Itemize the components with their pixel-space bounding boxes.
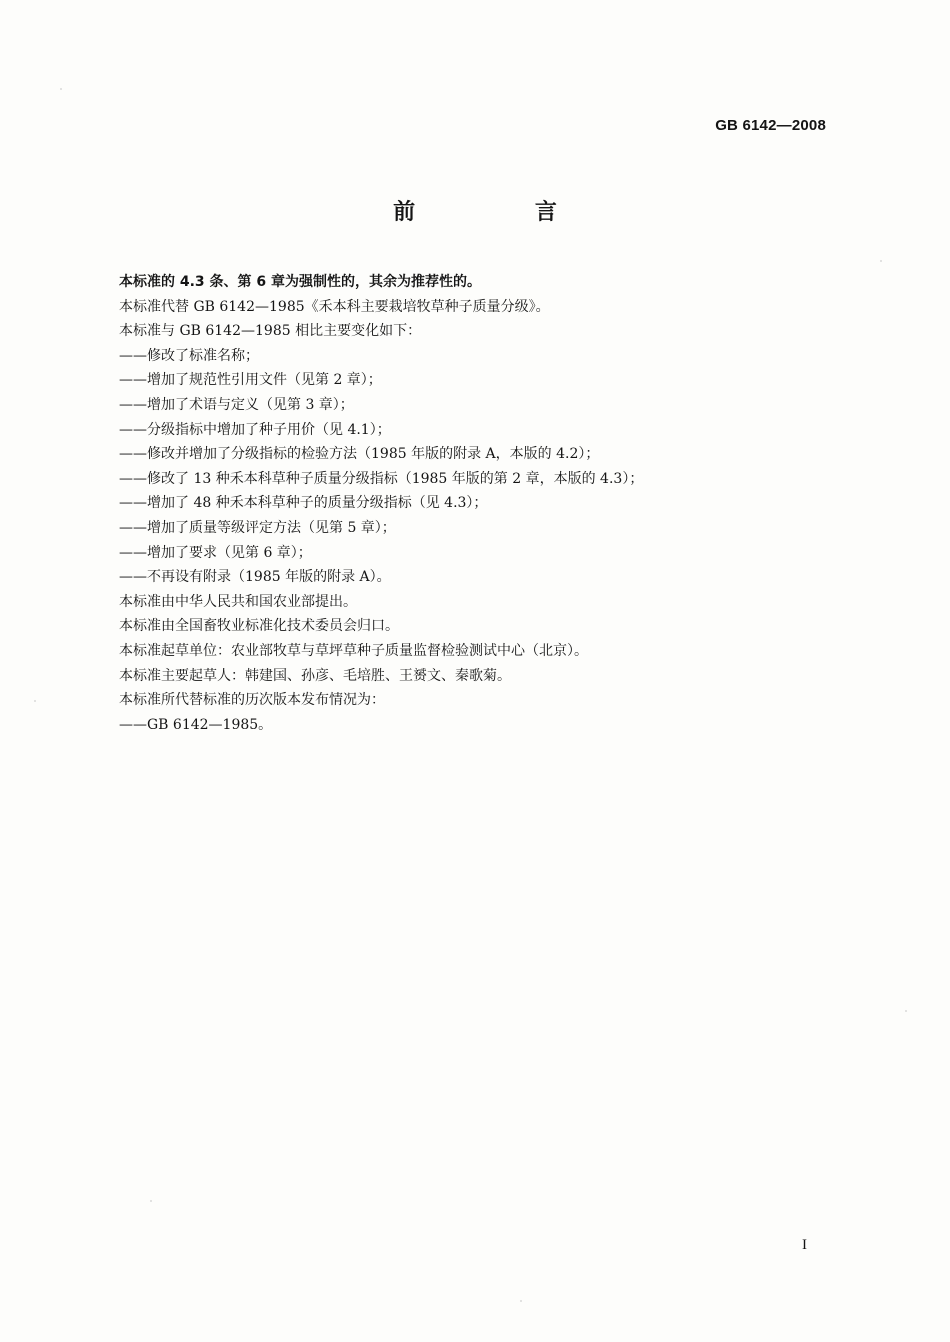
list-item: ——修改了标准名称； — [119, 347, 259, 364]
paragraph-committee: 本标准由全国畜牧业标准化技术委员会归口。 — [119, 618, 399, 635]
list-item: ——分级指标中增加了种子用价（见 4.1）； — [119, 421, 391, 438]
list-item: ——增加了 48 种禾本科草种子的质量分级指标（见 4.3）； — [119, 495, 488, 512]
list-item: ——增加了规范性引用文件（见第 2 章）； — [119, 372, 382, 389]
list-item: ——不再设有附录（1985 年版的附录 A）。 — [119, 569, 391, 586]
paragraph-drafters: 本标准主要起草人：韩建国、孙彦、毛培胜、王赟文、秦歌菊。 — [119, 667, 511, 684]
scan-noise — [880, 260, 882, 262]
foreword-body — [119, 270, 859, 737]
scan-noise — [60, 88, 62, 90]
scan-noise — [520, 1300, 522, 1302]
list-item: ——增加了质量等级评定方法（见第 5 章）； — [119, 519, 396, 536]
page-title: 前 言 — [393, 200, 613, 225]
paragraph-mandatory-clause: 本标准的 4.3 条、第 6 章为强制性的，其余为推荐性的。 — [119, 274, 482, 290]
paragraph-changes-intro: 本标准与 GB 6142—1985 相比主要变化如下： — [119, 323, 422, 340]
page-number: I — [802, 1237, 807, 1253]
list-item: ——GB 6142—1985。 — [119, 716, 273, 733]
scan-noise — [150, 1200, 152, 1202]
list-item: ——增加了要求（见第 6 章）； — [119, 544, 312, 561]
paragraph-proposer: 本标准由中华人民共和国农业部提出。 — [119, 593, 357, 610]
scan-noise — [905, 1010, 907, 1012]
list-item: ——增加了术语与定义（见第 3 章）； — [119, 396, 354, 413]
list-item: ——修改并增加了分级指标的检验方法（1985 年版的附录 A，本版的 4.2）； — [119, 446, 600, 463]
scan-noise — [34, 700, 36, 702]
paragraph-drafting-unit: 本标准起草单位：农业部牧草与草坪草种子质量监督检验测试中心（北京）。 — [119, 642, 588, 659]
paragraph-replaces: 本标准代替 GB 6142—1985《禾本科主要栽培牧草种子质量分级》。 — [119, 298, 550, 315]
standard-code: GB 6142—2008 — [715, 117, 826, 134]
list-item: ——修改了 13 种禾本科草种子质量分级指标（1985 年版的第 2 章，本版的 4.3）； — [119, 470, 644, 487]
paragraph-history-intro: 本标准所代替标准的历次版本发布情况为： — [119, 692, 385, 709]
